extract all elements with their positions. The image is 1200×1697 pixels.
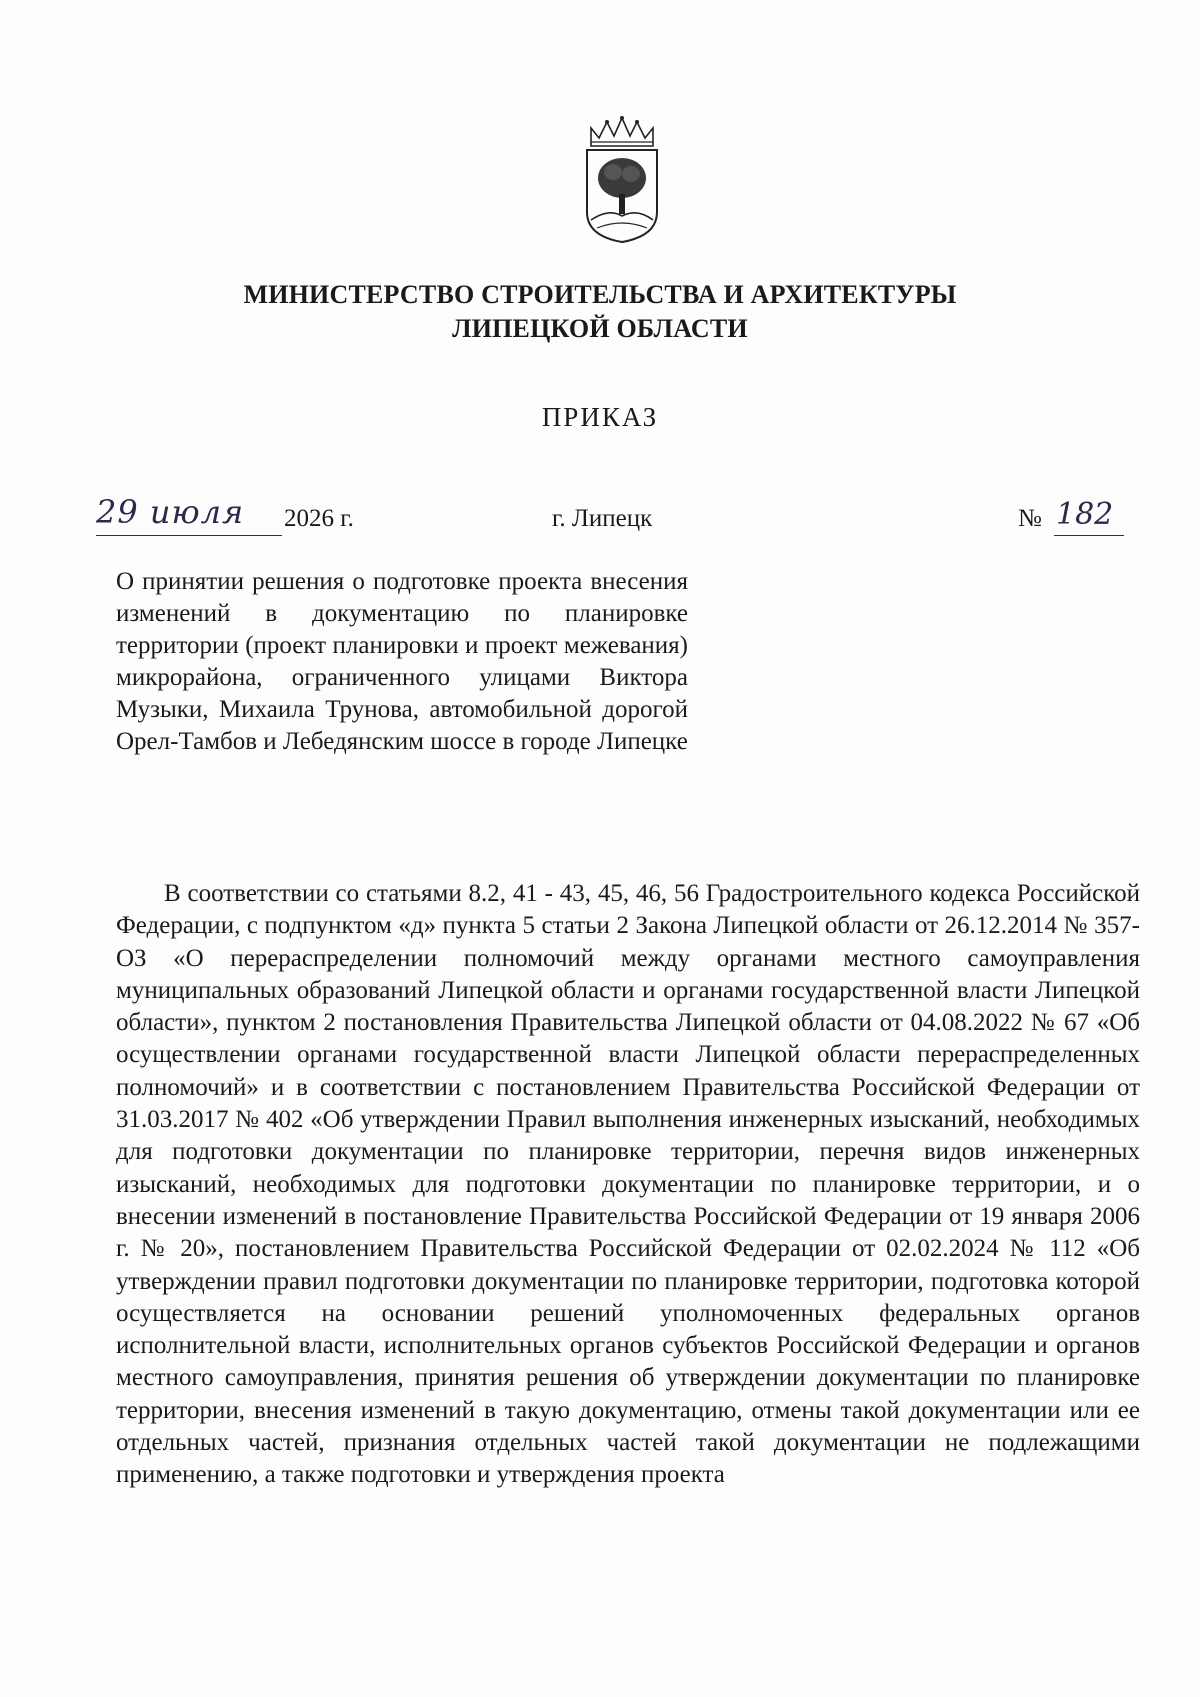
city-name: г. Липецк xyxy=(552,505,653,532)
ministry-line-1: МИНИСТЕРСТВО СТРОИТЕЛЬСТВА И АРХИТЕКТУРЫ xyxy=(243,280,957,309)
number-underline xyxy=(1054,535,1124,536)
date-year: 2026 г. xyxy=(284,505,354,532)
coat-of-arms-emblem xyxy=(583,116,661,244)
handwritten-date: 29 июля xyxy=(96,493,245,531)
date-underline xyxy=(96,535,282,536)
ministry-line-2: ЛИПЕЦКОЙ ОБЛАСТИ xyxy=(452,314,748,343)
number-label: № xyxy=(1018,505,1042,532)
order-title: ПРИКАЗ xyxy=(541,402,659,432)
handwritten-number: 182 xyxy=(1056,497,1114,532)
date-number-row xyxy=(96,493,1126,545)
ministry-name xyxy=(0,278,1200,346)
order-body-paragraph: В соответствии со статьями 8.2, 41 - 43, 45, 46, 56 Градостроительного кодекса Российской Федерации, с подпунктом «д» пункта 5 статьи 2 Закона Липецкой области от 26.12.2014 № 357-ОЗ «О перераспределении полномочий между органами местного самоуправления муниципальных образований Липецкой области и органами государственной власти Липецкой области», пунктом 2 постановления Правительства Липецкой области от 04.08.2022 № 67 «Об осуществлении органами государственной власти Липецкой области перераспределенных полномочий» и в соответствии с постановлением Правительства Российской Федерации от 31.03.2017 № 402 «Об утверждении Правил выполнения инженерных изысканий, необходимых для подготовки документации по планировке территории, перечня видов инженерных изысканий, необходимых для подготовки документации по планировке территории, и о внесении изменений в постановление Правительства Российской Федерации от 19 января 2006 г. № 20», постановлением Правительства Российской Федерации от 02.02.2024 № 112 «Об утверждении правил подготовки документации по планировке территории, подготовка которой осуществляется на основании решений уполномоченных федеральных органов исполнительной власти, исполнительных органов субъектов Российской Федерации и органов местного самоуправления, принятия решения об утверждении документации по планировке территории, внесения изменений в такую документацию, отмены такой документации или ее отдельных частей, признания отдельных частей такой документации не подлежащими применению, а также подготовки и утверждения проекта xyxy=(116,880,1140,1489)
order-subject: О принятии решения о подготовке проекта внесения изменений в документацию по планировке территории (проект планировки и проект межевания) микрорайона, ограниченного улицами Виктора Музыки, Михаила Трунова, автомобильной дорогой Орел-Тамбов и Лебедянским шоссе в городе Липецке xyxy=(116,568,688,755)
